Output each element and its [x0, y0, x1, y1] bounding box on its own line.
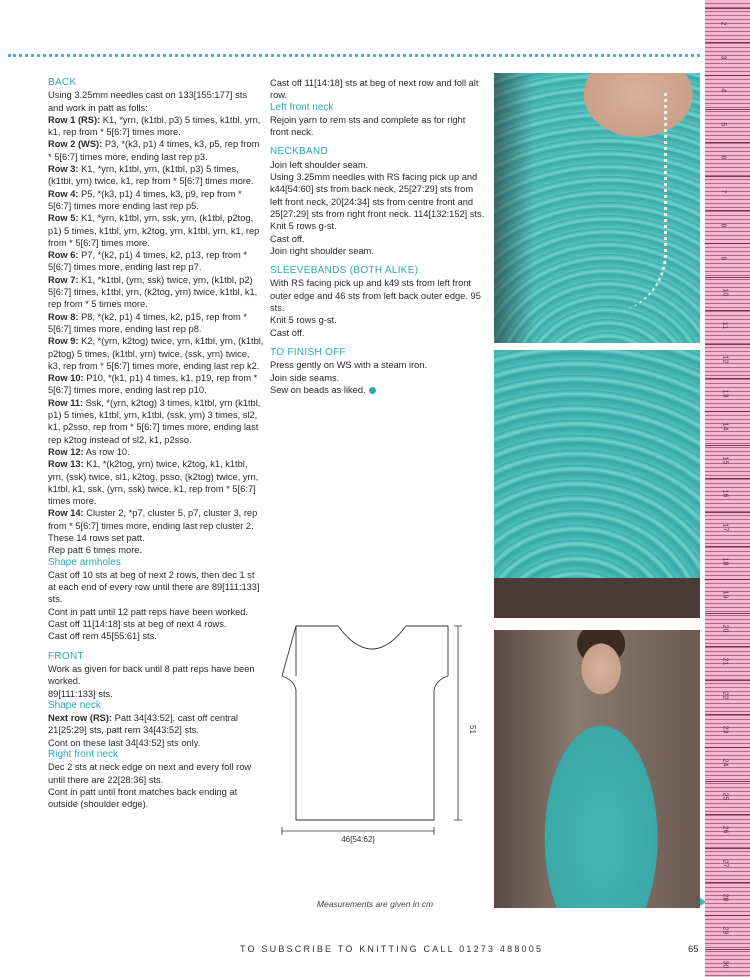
pattern-row: [48, 188, 264, 213]
section-heading-back: BACK: [48, 77, 77, 88]
ruler-number: 7: [719, 189, 727, 194]
ruler-major-tick: [705, 176, 750, 177]
end-bullet-icon: [369, 387, 376, 394]
ruler-number: 17: [721, 523, 729, 532]
neckband-line-3: Knit 5 rows g-st.: [270, 221, 337, 232]
pattern-row-text: As row 10.: [83, 446, 130, 457]
ruler-number: 30: [721, 960, 729, 969]
pattern-row-label: Row 10:: [48, 373, 84, 384]
pattern-row-label: Row 13:: [48, 459, 84, 470]
ruler-number: 21: [721, 657, 729, 666]
ruler-major-tick: [705, 243, 750, 244]
pearl-necklace-icon: [594, 93, 667, 313]
pattern-row: [48, 458, 264, 507]
ruler-number: 4: [719, 88, 727, 93]
pattern-row-text: P5, *(k3, p1) 4 times, k3, p9, rep from * 5[6:7] times more ending last rep p5.: [48, 188, 242, 211]
ruler-major-tick: [705, 478, 750, 479]
ruler-number: 25: [721, 792, 729, 801]
ruler-major-tick: [705, 109, 750, 110]
finish-line-2: Join side seams.: [270, 372, 340, 383]
pattern-row-text: P10, *(k1, p1) 4 times, k1, p19, rep from * 5[6:7] times more, ending last rep p10.: [48, 373, 258, 396]
pattern-row: [48, 446, 264, 458]
neck-after: Cont on these last 34[43:52] sts only.: [48, 737, 201, 748]
photo-neckline-closeup: [494, 73, 700, 343]
ruler-number: 11: [721, 322, 729, 330]
ruler-number: 16: [721, 489, 729, 498]
ruler-major-tick: [705, 814, 750, 815]
ruler-major-tick: [705, 546, 750, 547]
front-line-1: Work as given for back until 8 patt reps have been worked.: [48, 663, 255, 687]
ruler-number: 24: [721, 758, 729, 767]
subheading-armholes: Shape armholes: [48, 556, 121, 568]
pattern-row: [48, 163, 264, 188]
ruler-pointer-icon: [699, 897, 706, 907]
finish-line-1: Press gently on WS with a steam iron.: [270, 360, 428, 371]
armholes-line-2: Cont in patt until 12 patt reps have been worked.: [48, 606, 249, 617]
ruler-number: 2: [719, 21, 727, 26]
section-heading-finish: TO FINISH OFF: [270, 346, 346, 358]
col2-top-line: Cast off 11[14:18] sts at beg of next row and foll alt row.: [270, 78, 479, 101]
neckband-line-1: Join left shoulder seam.: [270, 159, 369, 170]
ruler-major-tick: [705, 646, 750, 647]
pattern-column-2: [270, 77, 486, 396]
ruler-number: 23: [721, 725, 729, 733]
pattern-row-text: K1, *yrn, k1tbl, yrn, ssk, yrn, (k1tbl, p2tog, p1) 5 times, k1tbl, yrn, k2tog, yrn, k1tbl, yrn, k1, rep from * 5[6:7] times more.: [48, 213, 260, 248]
diagram-caption: Measurements are given in cm: [316, 899, 434, 909]
width-label: 46[54:62]: [341, 835, 375, 844]
pattern-row-label: Row 2 (WS):: [48, 139, 103, 150]
finish-line-3: [270, 384, 486, 396]
armholes-line-4: Cast off rem 45[55:61] sts.: [48, 631, 157, 642]
photo-shadow: [494, 73, 534, 343]
measuring-ruler: [705, 0, 750, 977]
pattern-row-text: K2, *(yrn, k2tog) twice, yrn, k1tbl, yrn, (k1tbl, p2tog) 5 times, (k1tbl, yrn) twice, (ssk, yrn) twice, k3, rep from * 5[6:7] times more, ending last rep k2.: [48, 336, 264, 371]
height-label: 51: [468, 725, 477, 734]
ruler-number: 8: [719, 223, 727, 228]
ruler-major-tick: [705, 512, 750, 513]
ruler-major-tick: [705, 579, 750, 580]
neckband-line-4: Cast off.: [270, 233, 305, 244]
armholes-line-1: Cast off 10 sts at beg of next 2 rows, then dec 1 st at each end of every row until there are 89[111:133] sts.: [48, 569, 260, 605]
page-number: 65: [688, 944, 699, 955]
pattern-row-label: Row 9:: [48, 336, 79, 347]
right-front-neck-line-1: Dec 2 sts at neck edge on next and every foll row until there are 22[28:36] sts.: [48, 762, 252, 785]
section-heading-sleevebands: SLEEVEBANDS (BOTH ALIKE): [270, 265, 419, 277]
ruler-major-tick: [705, 613, 750, 614]
ruler-number: 26: [721, 825, 729, 834]
photo-hem-closeup: [494, 350, 700, 618]
ruler-number: 12: [721, 355, 729, 364]
ruler-major-tick: [705, 882, 750, 883]
pattern-row-text: K1, *yrn, (k1tbl, p3) 5 times, k1tbl, yrn, k1, rep from * 5[6:7] times more.: [48, 114, 261, 138]
right-front-neck-line-2: Cont in patt until front matches back ending at outside (shoulder edge).: [48, 786, 238, 810]
pattern-row-label: Row 4:: [48, 188, 79, 199]
garment-schematic: [258, 620, 488, 850]
ruler-major-tick: [705, 210, 750, 211]
ruler-major-tick: [705, 42, 750, 43]
ruler-major-tick: [705, 75, 750, 76]
neckband-line-2: Using 3.25mm needles with RS facing pick up and k44[54:60] sts from back neck, 25[27:29] sts from left front neck, 20[24:34] sts from centre front and 25[27:29] sts from right front neck. 114[132:152] sts.: [270, 172, 485, 219]
section-heading-neckband: NECKBAND: [270, 146, 328, 158]
pattern-row-text: P3, *(k3, p1) 4 times, k3, p5, rep from * 5[6:7] times more, ending last rep p3.: [48, 139, 260, 162]
sleevebands-line-2: Knit 5 rows g-st.: [270, 315, 337, 326]
ruler-number: 20: [721, 624, 729, 633]
pattern-row-label: Row 8:: [48, 311, 79, 322]
pattern-row-text: P8, *(k2, p1) 4 times, k2, p15, rep from * 5[6:7] times more, ending last rep p8.: [48, 311, 247, 334]
neckband-line-5: Join right shoulder seam.: [270, 245, 374, 256]
pattern-row-label: Row 7:: [48, 274, 79, 285]
ruler-major-tick: [705, 445, 750, 446]
section-heading-front: FRONT: [48, 650, 84, 662]
armholes-line-3: Cast off 11[14:18] sts at beg of next 4 rows.: [48, 619, 227, 630]
front-line-2: 89[111:133] sts.: [48, 688, 113, 699]
back-intro: Using 3.25mm needles cast on 133[155:177] sts and work in patt as folls:: [48, 90, 247, 113]
pattern-row: [48, 372, 264, 397]
back-after-2: Rep patt 6 times more.: [48, 545, 143, 556]
pattern-row-text: P7, *(k2, p1) 4 times, k2, p13, rep from * 5[6:7] times more, ending last rep p7.: [48, 250, 247, 273]
pattern-row-label: Row 12:: [48, 446, 84, 457]
ruler-number: 19: [721, 590, 729, 599]
ruler-major-tick: [705, 344, 750, 345]
ruler-number: 14: [721, 422, 729, 431]
pattern-row: [48, 397, 264, 446]
subheading-right-front-neck: Right front neck: [48, 749, 119, 761]
pattern-row: [48, 212, 264, 249]
ruler-major-tick: [705, 781, 750, 782]
pattern-row-text: Ssk, *(yrn, k2tog) 3 times, k1tbl, yrn (k1tbl, p1) 5 times, k1tbl, yrn, k1tbl, (ssk, yrn) 3 times, sl2, k1, p2sso, rep from * 5[6:7] times more, ending last rep k2tog instead of sl2, k1, p2sso.: [48, 397, 261, 445]
ruler-major-tick: [705, 142, 750, 143]
photo-full-garment: [494, 630, 700, 908]
back-rows: [48, 114, 264, 532]
pattern-row-label: Row 6:: [48, 250, 79, 261]
ruler-major-tick: [705, 949, 750, 950]
pattern-row: [48, 274, 264, 311]
pattern-row: [48, 507, 264, 532]
ruler-major-tick: [705, 848, 750, 849]
pattern-row-text: K1, *k1tbl, (yrn, ssk) twice, yrn, (k1tbl, p2) 5[6:7] times, k1tbl, yrn, (k2tog, yrn) twice, k1tbl, k1, rep from * 5 times more.: [48, 274, 258, 310]
back-after-1: These 14 rows set patt.: [48, 532, 145, 543]
sleevebands-line-3: Cast off.: [270, 327, 305, 338]
ruler-major-tick: [705, 411, 750, 412]
ruler-major-tick: [705, 680, 750, 681]
sleevebands-line-1: With RS facing pick up and k49 sts from left front outer edge and 46 sts from left back outer edge. 95 sts.: [270, 278, 481, 314]
pattern-row-text: Cluster 2, *p7, cluster 5, p7, cluster 3, rep from * 5[6:7] times more, ending last rep cluster 2.: [48, 508, 258, 531]
left-front-neck-line: Rejoin yarn to rem sts and complete as for right front neck.: [270, 114, 466, 138]
pattern-row: [48, 249, 264, 274]
neck-row-text: Patt 34[43:52], cast off central 21[25:29] sts, patt rem 34[43:52] sts.: [48, 713, 238, 736]
ruler-number: 27: [721, 859, 729, 868]
ruler-number: 5: [719, 122, 727, 127]
pattern-row-label: Row 11:: [48, 397, 84, 408]
ruler-number: 18: [721, 557, 729, 565]
ruler-number: 3: [719, 55, 727, 60]
pattern-row-label: Row 14:: [48, 508, 84, 519]
pattern-row-text: K1, *yrn, k1tbl, yrn, (k1tbl, p3) 5 times, (k1tbl, yrn) twice, k1, rep from * 5[6:7] times more.: [48, 164, 254, 187]
ruler-major-tick: [705, 310, 750, 311]
pattern-row: [48, 114, 264, 139]
ruler-major-tick: [705, 378, 750, 379]
ruler-number: 13: [721, 389, 729, 397]
pattern-row-label: Row 3:: [48, 164, 79, 175]
ruler-number: 28: [721, 893, 729, 901]
pattern-row: [48, 311, 264, 336]
finish-last-line: Sew on beads as liked.: [270, 384, 366, 395]
subheading-neck: Shape neck: [48, 699, 101, 711]
ruler-major-tick: [705, 915, 750, 916]
dotted-divider: [8, 54, 700, 57]
ruler-major-tick: [705, 747, 750, 748]
pattern-row: [48, 138, 264, 163]
pattern-column-1: [48, 77, 264, 811]
ruler-number: 29: [721, 926, 729, 935]
ruler-number: 15: [721, 456, 729, 465]
ruler-major-tick: [705, 277, 750, 278]
pattern-row: [48, 335, 264, 372]
garment-outline: [282, 626, 448, 820]
subscribe-footer: TO SUBSCRIBE TO KNITTING CALL 01273 488005: [240, 944, 544, 954]
ruler-major-tick: [705, 714, 750, 715]
pattern-row-text: K1, *(k2tog, yrn) twice, k2tog, k1, k1tbl, yrn, (ssk) twice, sl1, k2tog, psso, (k2tog) twice, yrn, k1tbl, k1, ssk, (yrn, ssk) twice, k1, rep from * 5[6:7] times more.: [48, 459, 259, 507]
ruler-number: 10: [721, 288, 729, 297]
neck-row-label: Next row (RS):: [48, 713, 113, 724]
subheading-left-front-neck: Left front neck: [270, 101, 334, 113]
ruler-number: 22: [721, 691, 729, 700]
ruler-number: 9: [719, 256, 727, 261]
ruler-number: 6: [719, 155, 727, 160]
pattern-row-label: Row 5:: [48, 213, 79, 224]
ruler-major-tick: [705, 8, 750, 9]
pattern-row-label: Row 1 (RS):: [48, 114, 101, 125]
neck-row: [48, 712, 264, 737]
